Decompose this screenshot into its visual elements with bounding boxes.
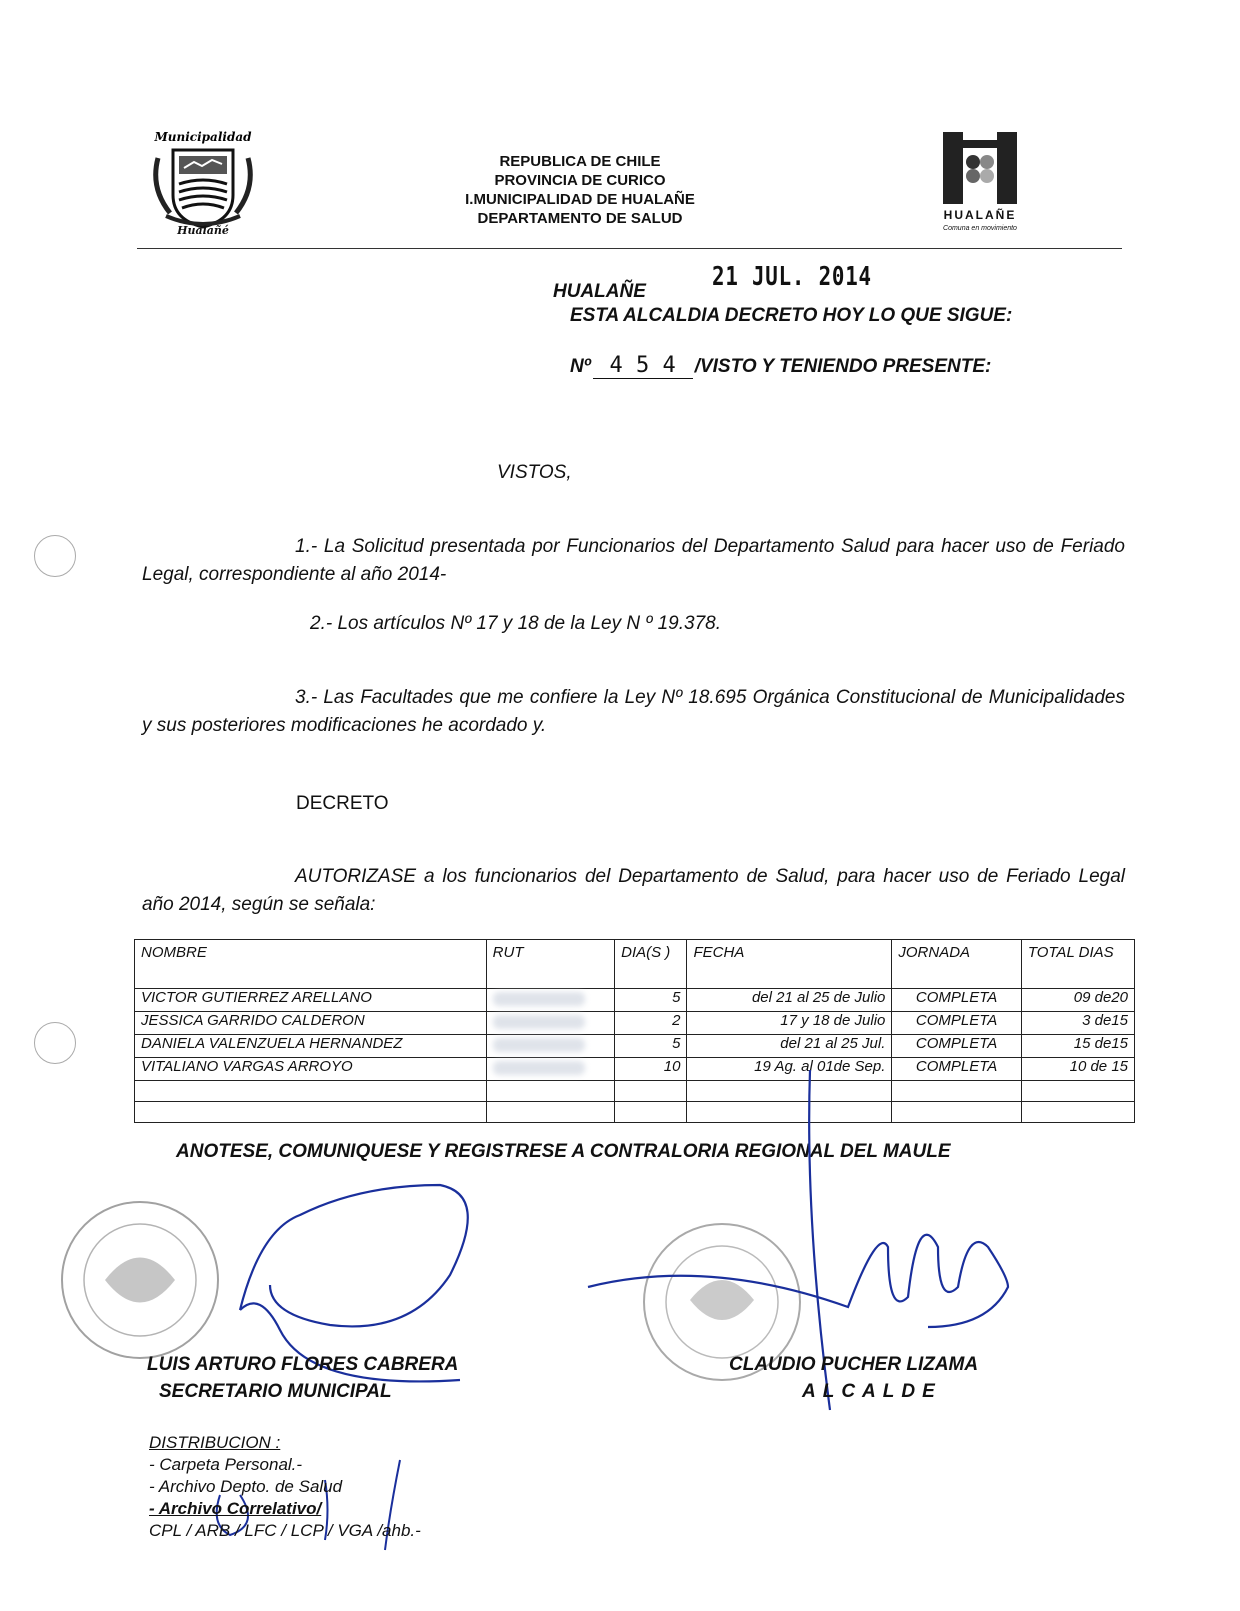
- distribution-title: DISTRIBUCION :: [149, 1433, 281, 1452]
- number-prefix: Nº: [570, 356, 591, 377]
- table-row: [135, 1058, 1135, 1081]
- number-suffix: /VISTO Y TENIENDO PRESENTE:: [694, 356, 992, 377]
- crest-name: Hualañé: [177, 224, 229, 237]
- cell-nombre: VITALIANO VARGAS ARROYO: [135, 1058, 487, 1081]
- logo-city: HUALAÑE: [943, 208, 1017, 222]
- paragraph-3: 3.- Las Facultades que me confiere la Ley Nº 18.695 Orgánica Constitucional de Municipalidades y sus posteriores modificaciones he acordado y.: [142, 687, 1125, 736]
- table-row: [135, 989, 1135, 1012]
- cell-rut-redacted: [486, 1035, 614, 1058]
- cell-rut-redacted: [486, 1012, 614, 1035]
- cell-jornada: COMPLETA: [892, 1012, 1021, 1035]
- date-stamp: 21 JUL. 2014: [712, 262, 872, 292]
- distribution-initials: CPL / ARB / LFC / LCP / VGA /ahb.-: [149, 1521, 421, 1540]
- signatory-right-role: ALCALDE: [802, 1381, 942, 1402]
- col-header-dias: DIA(S ): [615, 940, 687, 989]
- punch-hole: [34, 1022, 76, 1064]
- cell-dias: 5: [615, 989, 687, 1012]
- header-line-3: I.MUNICIPALIDAD DE HUALAÑE: [465, 191, 695, 208]
- distribution-block: [149, 1432, 421, 1542]
- cell-dias: 2: [615, 1012, 687, 1035]
- decreto-heading: DECRETO: [296, 793, 389, 814]
- table-row-empty: [135, 1081, 1135, 1102]
- header-text: [380, 152, 780, 228]
- cell-total: 09 de20: [1021, 989, 1134, 1012]
- signatory-right-name: CLAUDIO PUCHER LIZAMA: [729, 1354, 979, 1375]
- vistos-heading: VISTOS,: [497, 462, 572, 483]
- closing-statement: ANOTESE, COMUNIQUESE Y REGISTRESE A CONTRALORIA REGIONAL DEL MAULE: [176, 1141, 951, 1162]
- header-line-2: PROVINCIA DE CURICO: [494, 172, 666, 189]
- cell-nombre: JESSICA GARRIDO CALDERON: [135, 1012, 487, 1035]
- header-line-1: REPUBLICA DE CHILE: [499, 153, 661, 170]
- signatory-left-role: SECRETARIO MUNICIPAL: [159, 1381, 392, 1402]
- cell-nombre: VICTOR GUTIERREZ ARELLANO: [135, 989, 487, 1012]
- distribution-item: - Archivo Correlativo/: [149, 1499, 322, 1518]
- vacation-table: [134, 939, 1135, 1123]
- cell-jornada: COMPLETA: [892, 989, 1021, 1012]
- cell-fecha: 19 Ag. al 01de Sep.: [687, 1058, 892, 1081]
- decree-number-line: [570, 353, 991, 379]
- table-header-row: [135, 940, 1135, 989]
- signatory-right: [729, 1351, 978, 1405]
- distribution-item: - Carpeta Personal.-: [149, 1455, 303, 1474]
- logo-tagline: Comuna en movimiento: [943, 225, 1017, 232]
- hualane-logo: [935, 128, 1025, 238]
- cell-jornada: COMPLETA: [892, 1035, 1021, 1058]
- municipal-crest: [148, 128, 258, 246]
- cell-dias: 10: [615, 1058, 687, 1081]
- cell-fecha: del 21 al 25 de Julio: [687, 989, 892, 1012]
- seal-left: [62, 1202, 218, 1358]
- cell-jornada: COMPLETA: [892, 1058, 1021, 1081]
- col-header-total: TOTAL DIAS: [1021, 940, 1134, 989]
- header-line-4: DEPARTAMENTO DE SALUD: [477, 210, 683, 227]
- signatory-left: [147, 1351, 458, 1405]
- svg-text:Municipalidad: Municipalidad: [154, 130, 252, 144]
- table-row-empty: [135, 1102, 1135, 1123]
- cell-dias: 5: [615, 1035, 687, 1058]
- header-divider: [137, 248, 1122, 249]
- col-header-jornada: JORNADA: [892, 940, 1021, 989]
- punch-hole: [34, 535, 76, 577]
- cell-total: 10 de 15: [1021, 1058, 1134, 1081]
- paragraph-1: 1.- La Solicitud presentada por Funcionarios del Departamento Salud para hacer uso de Feriado Legal, correspondiente al año 2014-: [142, 536, 1125, 585]
- decree-heading: ESTA ALCALDIA DECRETO HOY LO QUE SIGUE:: [570, 305, 1013, 326]
- distribution-item: - Archivo Depto. de Salud: [149, 1477, 343, 1496]
- cell-rut-redacted: [486, 1058, 614, 1081]
- table-row: [135, 1012, 1135, 1035]
- cell-nombre: DANIELA VALENZUELA HERNANDEZ: [135, 1035, 487, 1058]
- col-header-rut: RUT: [486, 940, 614, 989]
- place-name: HUALAÑE: [553, 281, 646, 302]
- decree-number: 4 5 4: [593, 353, 693, 379]
- cell-rut-redacted: [486, 989, 614, 1012]
- signatory-left-name: LUIS ARTURO FLORES CABRERA: [147, 1354, 459, 1375]
- paragraph-2: 2.- Los artículos Nº 17 y 18 de la Ley N º 19.378.: [310, 613, 721, 634]
- cell-fecha: 17 y 18 de Julio: [687, 1012, 892, 1035]
- cell-total: 15 de15: [1021, 1035, 1134, 1058]
- paragraph-4: AUTORIZASE a los funcionarios del Departamento de Salud, para hacer uso de Feriado Legal año 2014, según se señala:: [142, 866, 1125, 915]
- col-header-fecha: FECHA: [687, 940, 892, 989]
- cell-fecha: del 21 al 25 Jul.: [687, 1035, 892, 1058]
- cell-total: 3 de15: [1021, 1012, 1134, 1035]
- table-row: [135, 1035, 1135, 1058]
- col-header-nombre: NOMBRE: [135, 940, 487, 989]
